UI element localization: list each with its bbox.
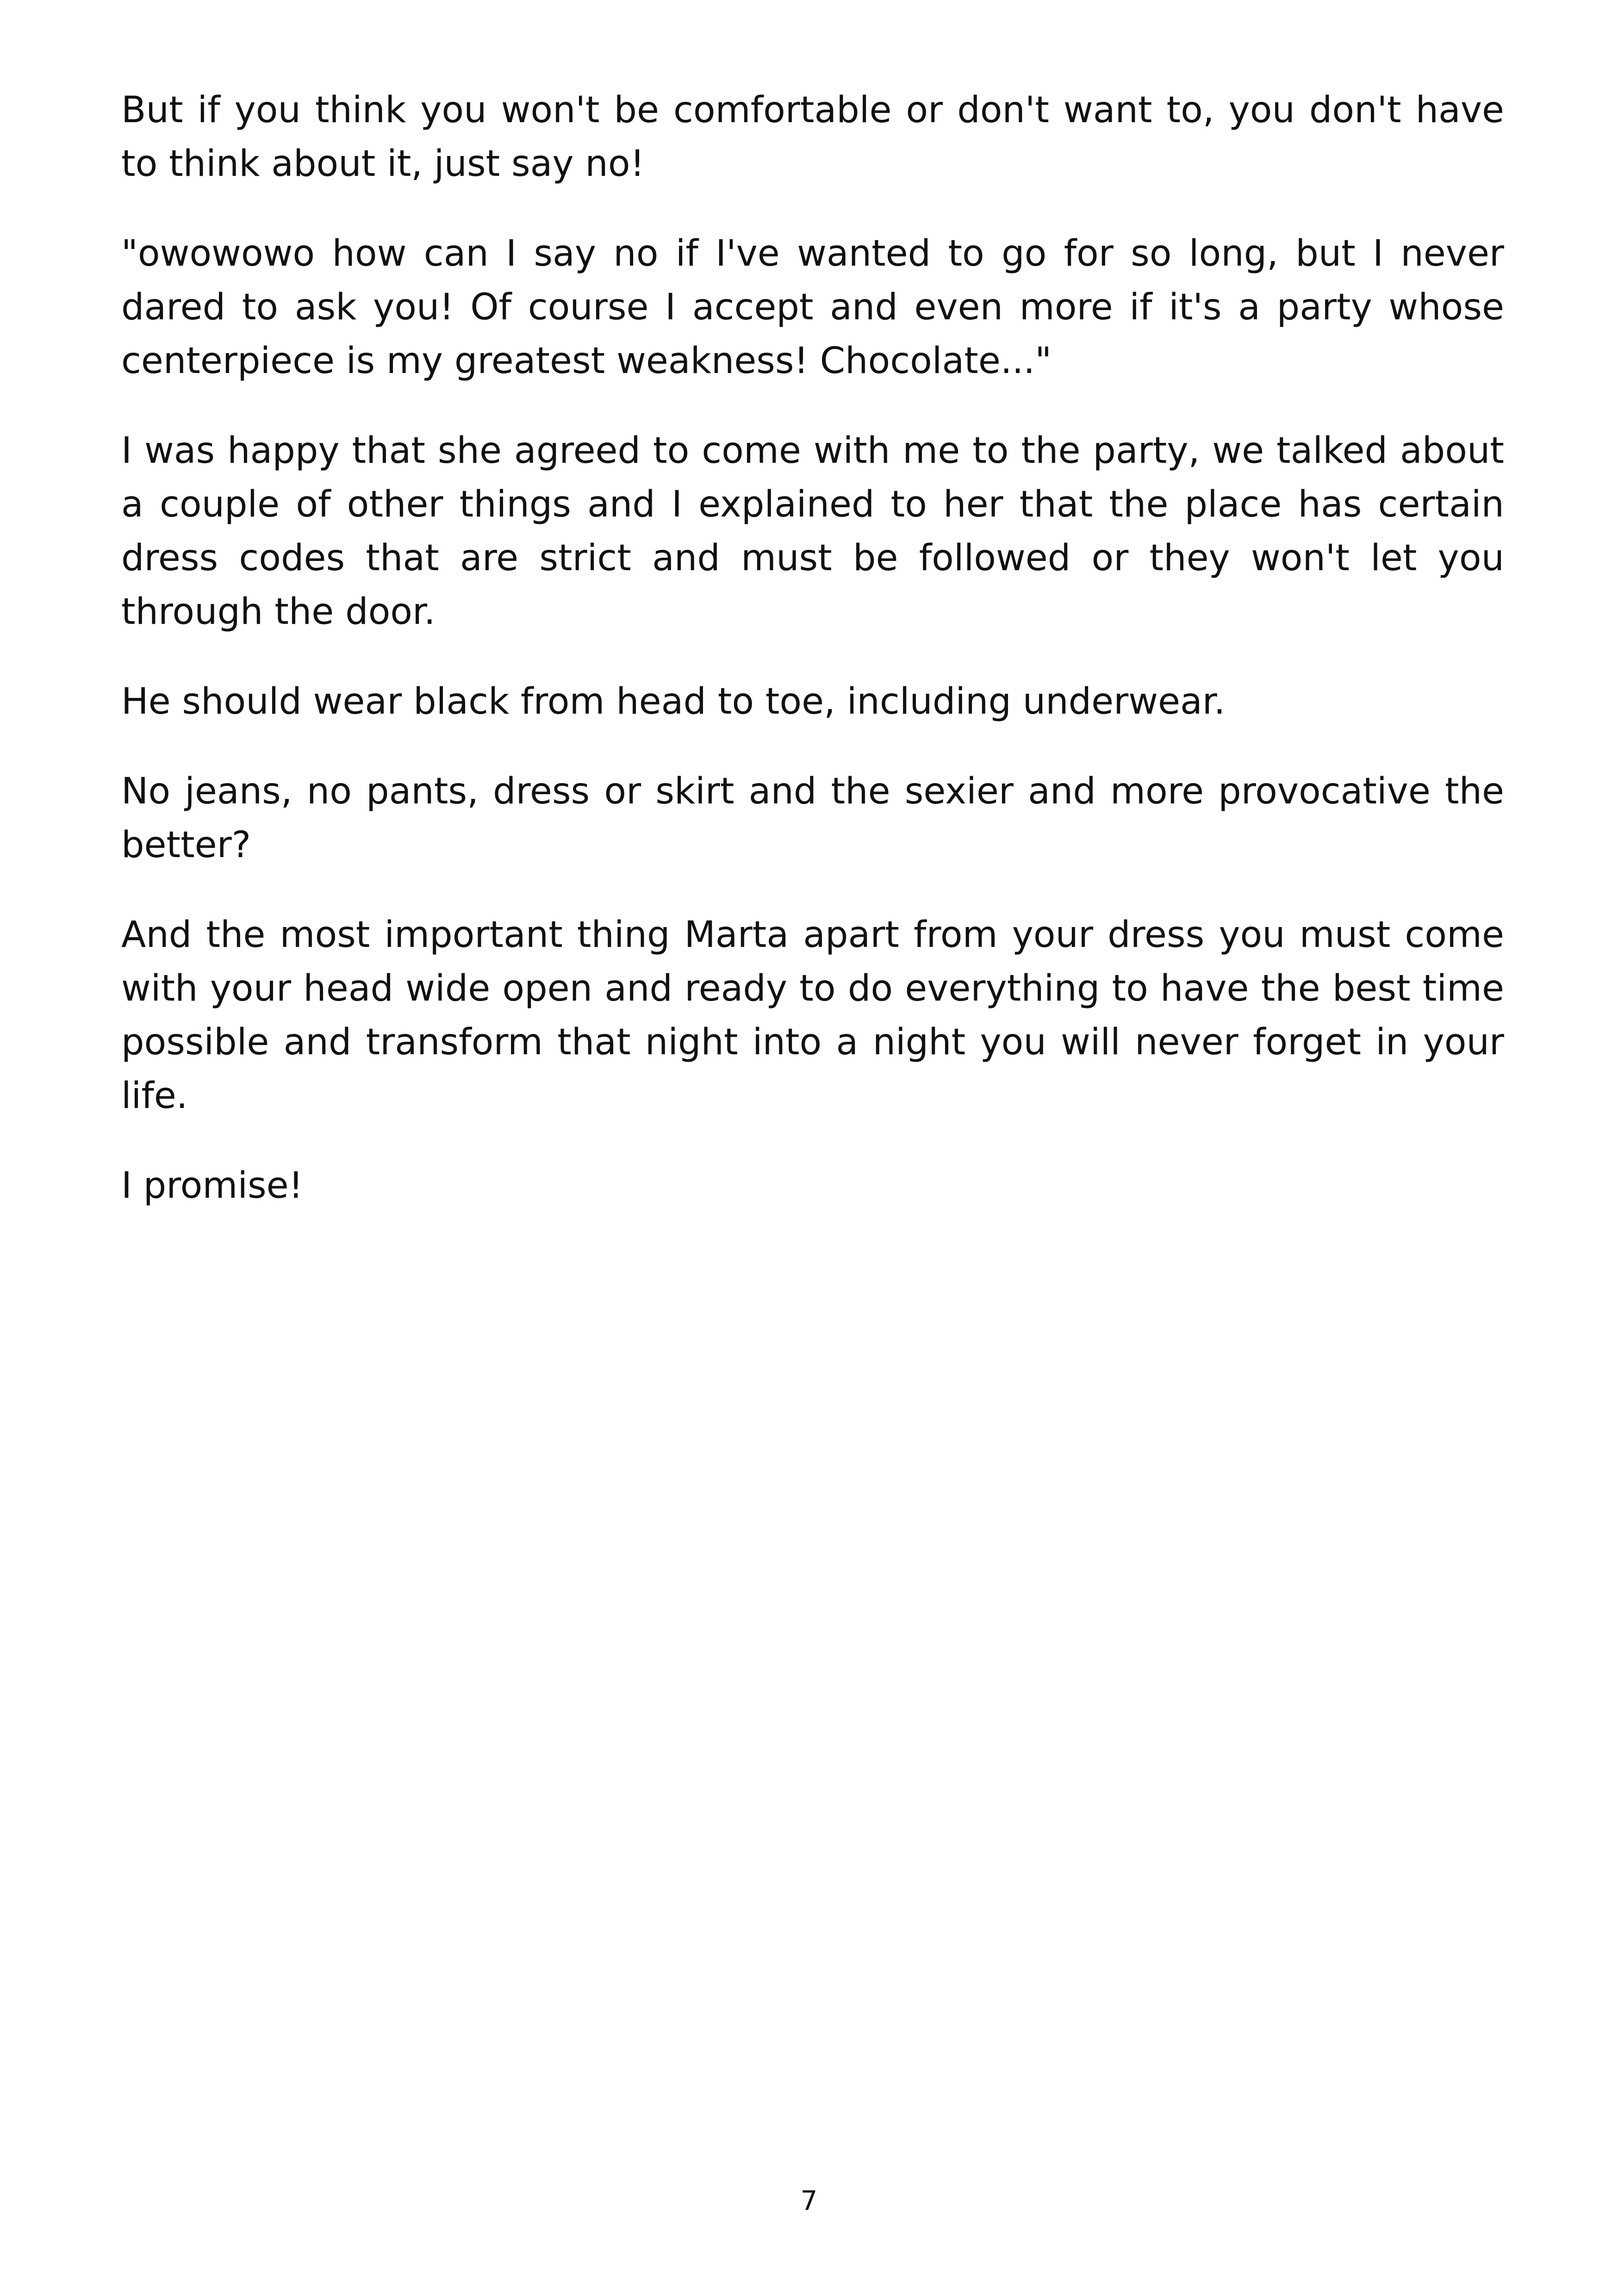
paragraph: I promise! <box>121 1165 303 1207</box>
paragraph: He should wear black from head to toe, including underwear. <box>121 681 1226 722</box>
paragraph: I was happy that she agreed to come with me to the party, we talked about a couple of other things and I explained to her that the place has certain dress codes that are strict and must be followed or they won't let you through the door. <box>121 430 1504 633</box>
paragraph: No jeans, no pants, dress or skirt and the sexier and more provocative the better? <box>121 771 1504 866</box>
paragraph: And the most important thing Marta apart from your dress you must come with your head wide open and ready to do everything to have the best time possible and transform that night into a night you will never forget in your life. <box>121 914 1504 1117</box>
page-number: 7 <box>800 2185 818 2216</box>
body-text <box>121 83 1504 1249</box>
paragraph: "owowowo how can I say no if I've wanted to go for so long, but I never dared to ask you! Of course I accept and even more if it's a party whose centerpiece is my greatest weakness! Chocolate..." <box>121 233 1504 382</box>
paragraph: But if you think you won't be comfortable or don't want to, you don't have to think about it, just say no! <box>121 89 1504 185</box>
